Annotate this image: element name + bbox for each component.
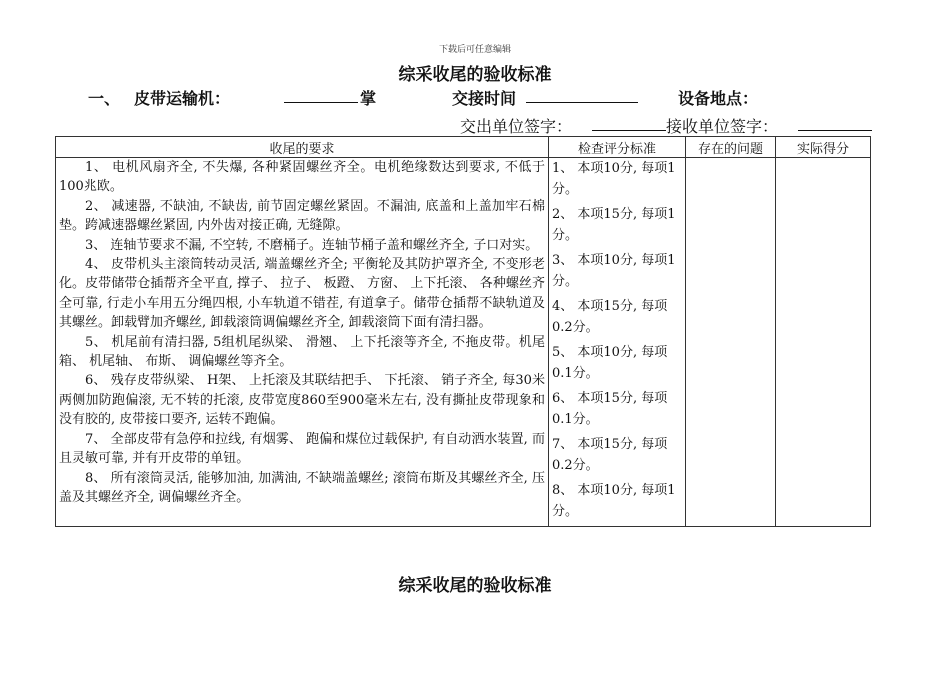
header-row-equipment	[88, 86, 888, 110]
footer-title: 综采收尾的验收标准	[398, 576, 552, 596]
criteria-item: 4、 本项15分, 每项0.2分。	[552, 299, 668, 335]
header-problems: 存在的问题	[686, 137, 776, 158]
problems-cell[interactable]	[686, 158, 776, 527]
table-header-row	[56, 137, 871, 158]
equipment-label: 皮带运输机：	[134, 89, 231, 108]
section-label: 一、	[88, 89, 121, 108]
requirements-cell	[56, 158, 549, 527]
header-score: 实际得分	[776, 137, 871, 158]
receiving-unit-label: 接收单位签字：	[666, 117, 779, 136]
score-cell[interactable]	[776, 158, 871, 527]
criteria-item: 3、 本项10分, 每项1分。	[552, 253, 676, 289]
requirement-item: 4、 皮带机头主滚筒转动灵活, 端盖螺丝齐全; 平衡轮及其防护罩齐全, 不变形老化。皮带储带仓插帮齐全平直, 撑子、 拉子、 板蹬、 方窗、 上下托滚、 各种螺丝齐全可靠, 行走小车用五分绳四根, 小车轨道不错茬, 有道拿子。储带仓插帮不缺轨道及其螺丝。卸载臂加齐螺丝, 卸载滚筒调偏螺丝齐全, 卸载滚筒下面有清扫器。	[59, 257, 545, 331]
criteria-item: 2、 本项15分, 每项1分。	[552, 207, 676, 243]
shift-suffix: 掌	[360, 89, 377, 108]
requirement-item: 1、 电机风扇齐全, 不失爆, 各种紧固螺丝齐全。电机绝缘数达到要求, 不低于100兆欧。	[59, 160, 545, 195]
requirement-item: 3、 连轴节要求不漏, 不空转, 不磨桶子。连轴节桶子盖和螺丝齐全, 子口对实。	[85, 237, 539, 253]
criteria-item: 1、 本项10分, 每项1分。	[552, 161, 676, 197]
requirement-item: 6、 残存皮带纵梁、 H架、 上托滚及其联结把手、 下托滚、 销子齐全, 每30米两侧加防跑偏滚, 无不转的托滚, 皮带宽度860至900毫米左右, 没有撕扯皮带现象和没有胶的, 皮带接口要齐, 运转不跑偏。	[59, 373, 545, 428]
handover-unit-label: 交出单位签字：	[460, 117, 573, 136]
table-row	[56, 158, 871, 527]
criteria-item: 8、 本项10分, 每项1分。	[552, 483, 676, 519]
header-requirements: 收尾的要求	[56, 137, 549, 158]
header-row-signatures	[460, 114, 880, 138]
requirement-item: 8、 所有滚筒灵活, 能够加油, 加满油, 不缺端盖螺丝; 滚筒布斯及其螺丝齐全, 压盖及其螺丝齐全, 调偏螺丝齐全。	[59, 470, 545, 505]
criteria-item: 6、 本项15分, 每项0.1分。	[552, 391, 668, 427]
handover-time-label: 交接时间	[452, 89, 517, 108]
criteria-item: 7、 本项15分, 每项0.2分。	[552, 437, 668, 473]
page-title: 综采收尾的验收标准	[398, 65, 552, 85]
requirement-item: 7、 全部皮带有急停和拉线, 有烟雾、 跑偏和煤位过载保护, 有自动洒水装置, 而且灵敏可靠, 并有开皮带的单钮。	[59, 431, 545, 467]
criteria-cell	[549, 158, 686, 527]
requirement-item: 2、 减速器, 不缺油, 不缺齿, 前节固定螺丝紧固。不漏油, 底盖和上盖加牢石棉垫。跨减速器螺丝紧固, 内外齿对接正确, 无缝隙。	[59, 198, 545, 234]
requirement-item: 5、 机尾前有清扫器, 5组机尾纵梁、 滑翘、 上下托滚等齐全, 不拖皮带。机尾箱、 机尾轴、 布斯、 调偏螺丝等齐全。	[59, 334, 545, 370]
location-label: 设备地点：	[678, 89, 759, 108]
acceptance-table	[55, 136, 871, 527]
top-note: 下载后可任意编辑	[438, 45, 511, 55]
criteria-item: 5、 本项10分, 每项0.1分。	[552, 345, 668, 381]
header-criteria: 检查评分标准	[549, 137, 686, 158]
